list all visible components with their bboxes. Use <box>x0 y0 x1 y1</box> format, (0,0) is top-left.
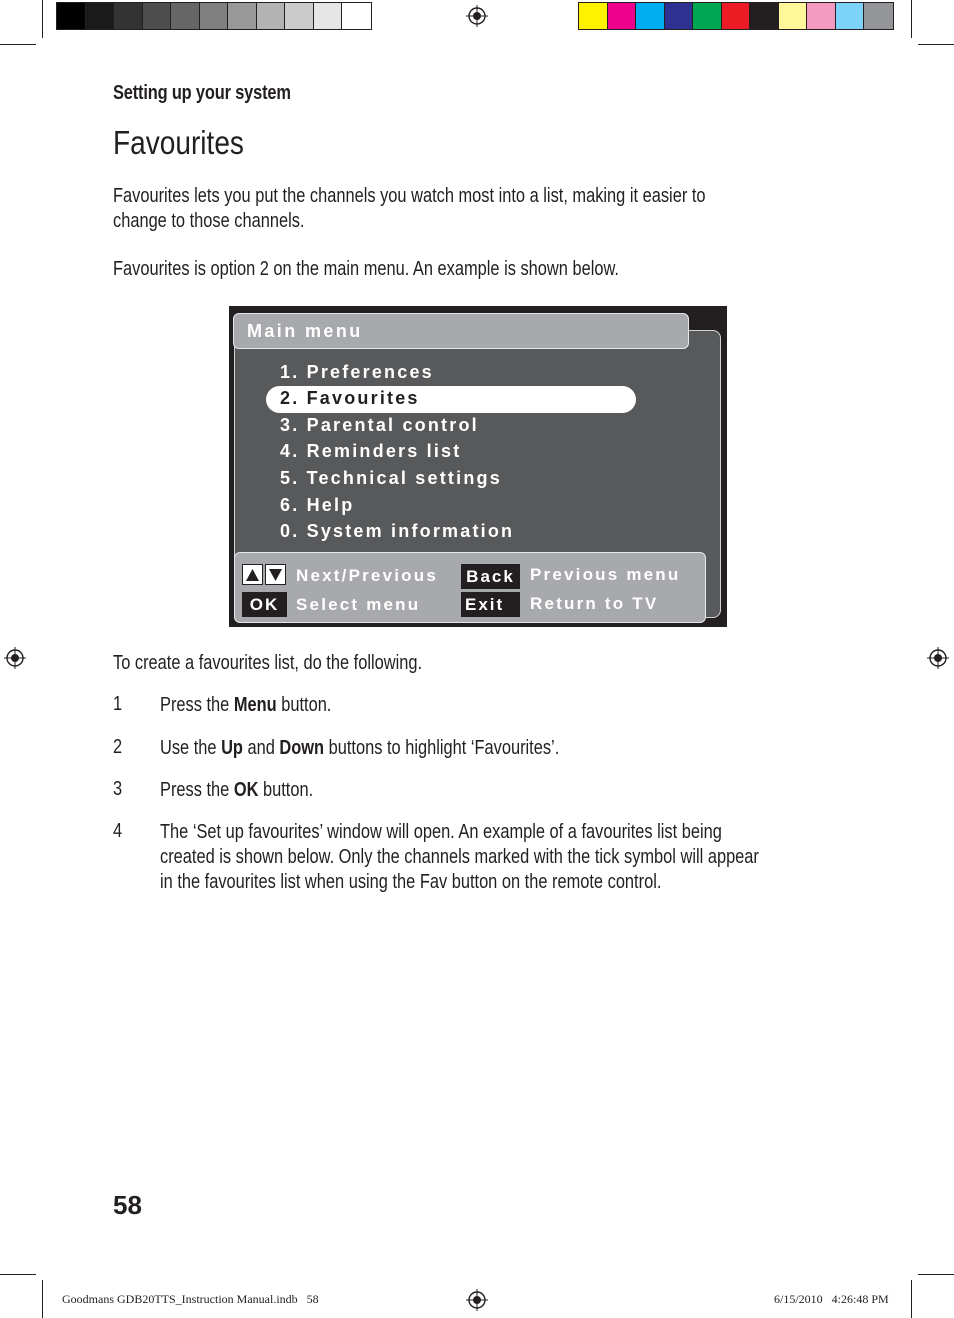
footer-file-name: Goodmans GDB20TTS_Instruction Manual.indb 58 <box>62 1292 319 1306</box>
color-swatch <box>779 3 808 29</box>
registration-mark-icon <box>466 1289 488 1311</box>
color-swatch <box>665 3 694 29</box>
color-swatch <box>342 3 371 29</box>
crop-mark <box>911 1280 912 1318</box>
up-arrow-icon <box>242 564 263 585</box>
color-swatch <box>314 3 343 29</box>
registration-mark-icon <box>466 5 488 27</box>
registration-mark-icon <box>927 647 949 669</box>
step-number: 2 <box>113 736 123 758</box>
color-swatch <box>285 3 314 29</box>
color-swatch <box>722 3 751 29</box>
ok-key: OK <box>242 592 287 617</box>
crop-mark <box>911 0 912 38</box>
step-number: 1 <box>113 693 123 715</box>
process-color-bar <box>578 2 894 30</box>
color-swatch <box>864 3 893 29</box>
color-swatch <box>200 3 229 29</box>
footer-timestamp: 6/15/2010 4:26:48 PM <box>774 1292 889 1306</box>
menu-item-favourites[interactable]: 2. Favourites <box>280 388 420 408</box>
page-title: Favourites <box>113 124 244 161</box>
color-swatch <box>807 3 836 29</box>
color-swatch <box>171 3 200 29</box>
color-swatch <box>750 3 779 29</box>
grayscale-color-bar <box>56 2 372 30</box>
step-2-text: Use the Up and Down buttons to highlight ‘Favourites’. <box>160 737 560 759</box>
menu-title: Main menu <box>247 321 363 341</box>
color-swatch <box>836 3 865 29</box>
up-down-arrows-icon <box>242 564 286 585</box>
next-previous-label: Next/Previous <box>296 566 438 585</box>
crop-mark <box>0 44 36 45</box>
color-swatch <box>114 3 143 29</box>
menu-item-preferences[interactable]: 1. Preferences <box>280 362 434 382</box>
instructions-lead: To create a favourites list, do the following. <box>113 652 423 674</box>
step-4-line: created is shown below. Only the channels marked with the tick symbol will appear <box>160 846 759 868</box>
step-3-text: Press the OK button. <box>160 779 314 801</box>
color-swatch <box>86 3 115 29</box>
page-number: 58 <box>113 1190 142 1220</box>
step-number: 4 <box>113 820 123 842</box>
color-swatch <box>257 3 286 29</box>
registration-mark-icon <box>4 647 26 669</box>
intro-option: Favourites is option 2 on the main menu. An example is shown below. <box>113 258 619 280</box>
menu-item-system-information[interactable]: 0. System information <box>280 521 515 541</box>
step-4-line: in the favourites list when using the Fav button on the remote control. <box>160 871 662 893</box>
color-swatch <box>228 3 257 29</box>
crop-mark <box>0 1274 36 1275</box>
intro-line: Favourites lets you put the channels you watch most into a list, making it easier to <box>113 185 706 207</box>
down-arrow-icon <box>265 564 286 585</box>
menu-item-parental-control[interactable]: 3. Parental control <box>280 415 479 435</box>
color-swatch <box>636 3 665 29</box>
step-4-line: The ‘Set up favourites’ window will open. An example of a favourites list being <box>160 821 722 843</box>
menu-item-reminders-list[interactable]: 4. Reminders list <box>280 441 462 461</box>
return-to-tv-label: Return to TV <box>530 594 659 613</box>
color-swatch <box>143 3 172 29</box>
crop-mark <box>918 44 954 45</box>
intro-line: change to those channels. <box>113 210 305 232</box>
back-key: Back <box>461 564 520 589</box>
crop-mark <box>42 1280 43 1318</box>
section-heading: Setting up your system <box>113 82 291 104</box>
menu-item-help[interactable]: 6. Help <box>280 495 355 515</box>
color-swatch <box>579 3 608 29</box>
exit-key: Exit <box>461 592 520 617</box>
color-swatch <box>57 3 86 29</box>
step-1-text: Press the Menu button. <box>160 694 332 716</box>
color-swatch <box>693 3 722 29</box>
crop-mark <box>42 0 43 38</box>
color-swatch <box>608 3 637 29</box>
select-menu-label: Select menu <box>296 595 421 614</box>
crop-mark <box>918 1274 954 1275</box>
step-number: 3 <box>113 778 123 800</box>
menu-item-technical-settings[interactable]: 5. Technical settings <box>280 468 502 488</box>
previous-menu-label: Previous menu <box>530 565 681 584</box>
